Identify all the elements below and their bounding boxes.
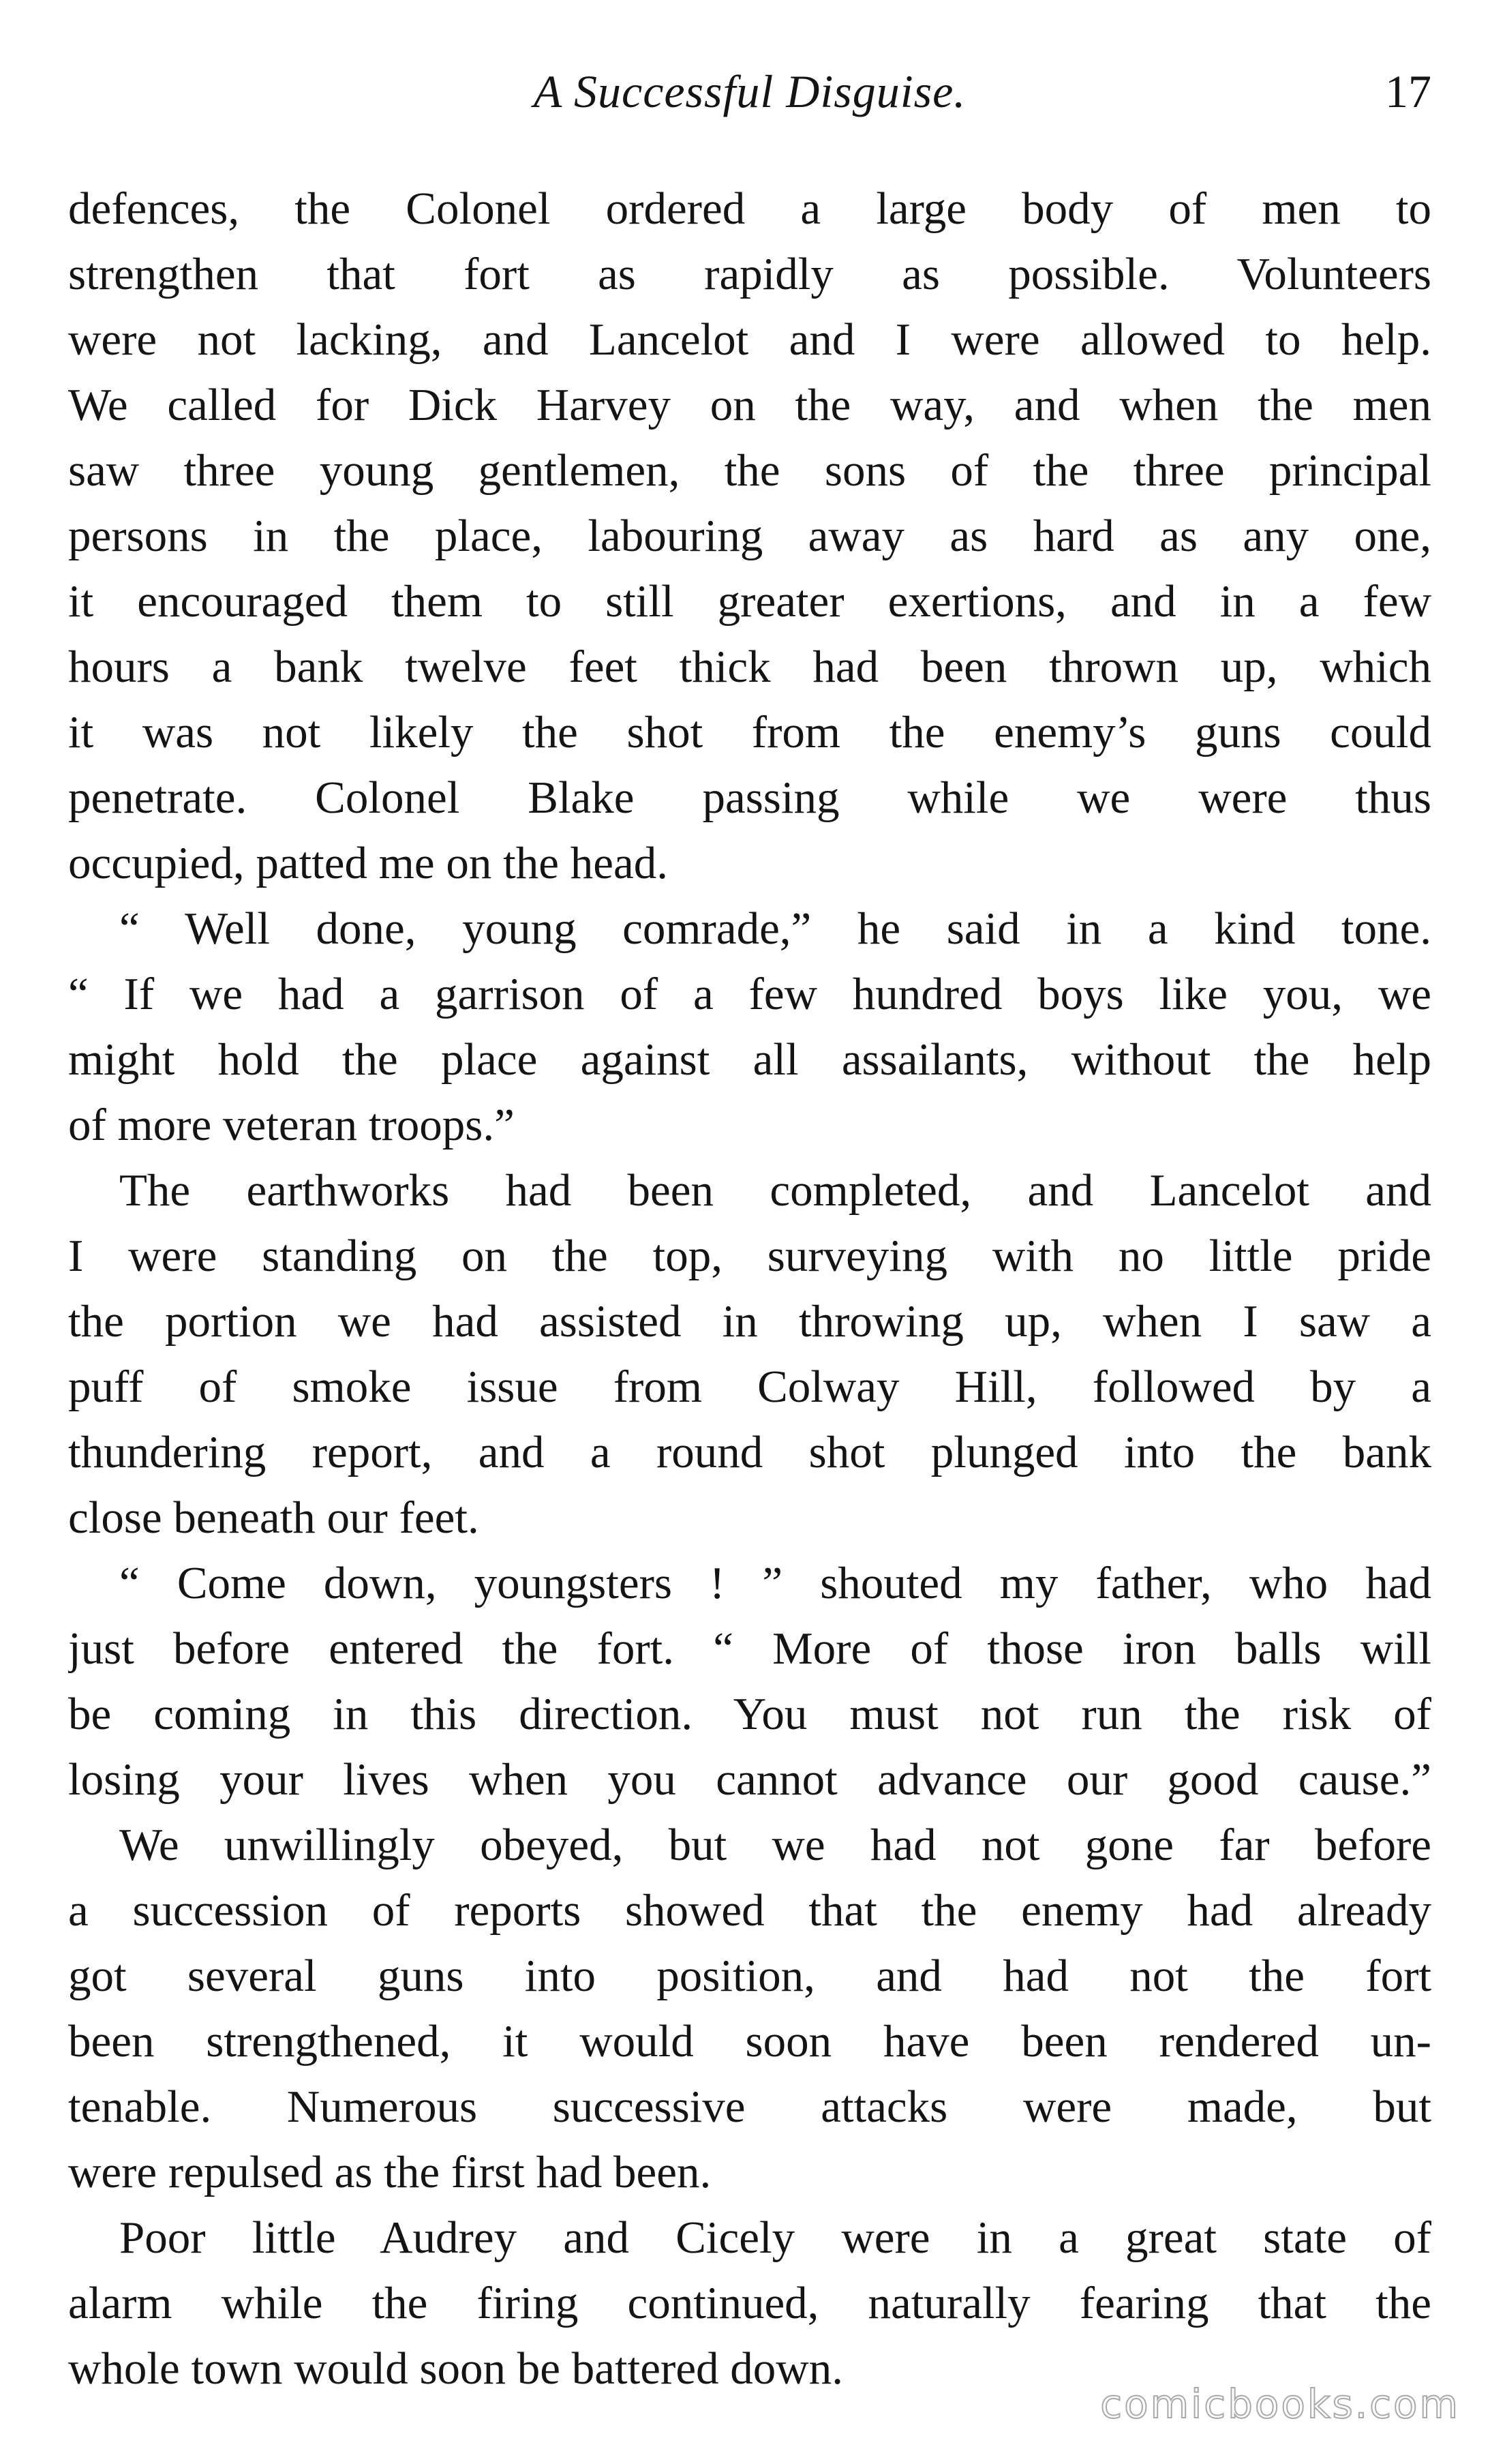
- text-line: got several guns into position, and had not the fort: [68, 1951, 1431, 2001]
- text-line: Poor little Audrey and Cicely were in a great state of: [119, 2212, 1431, 2263]
- text-line: thundering report, and a round shot plunged into the bank: [68, 1427, 1431, 1477]
- text-line: “ Well done, young comrade,” he said in a kind tone.: [119, 903, 1431, 954]
- text-line: might hold the place against all assailants, without the help: [68, 1034, 1431, 1085]
- text-line: tenable. Numerous successive attacks were made, but: [68, 2082, 1431, 2132]
- text-line: hours a bank twelve feet thick had been thrown up, which: [68, 642, 1431, 692]
- watermark: comicbooks.com: [1100, 2381, 1460, 2427]
- text-line: “ If we had a garrison of a few hundred boys like you, we: [68, 969, 1431, 1019]
- text-line: persons in the place, labouring away as hard as any one,: [68, 511, 1431, 561]
- running-title: A Successful Disguise.: [533, 65, 967, 117]
- text-line: saw three young gentlemen, the sons of the three principal: [68, 445, 1431, 496]
- running-head: [68, 65, 1431, 126]
- text-line: penetrate. Colonel Blake passing while we were thus: [68, 772, 1431, 823]
- text-line: losing your lives when you cannot advance our good cause.”: [68, 1754, 1431, 1805]
- text-line: were repulsed as the first had been.: [68, 2147, 712, 2197]
- page-number: 17: [1385, 65, 1431, 117]
- text-line: defences, the Colonel ordered a large body of men to: [68, 183, 1431, 234]
- text-line: We called for Dick Harvey on the way, and when the men: [68, 380, 1431, 430]
- text-line: whole town would soon be battered down.: [68, 2343, 843, 2394]
- text-line: just before entered the fort. “ More of those iron balls will: [68, 1623, 1431, 1674]
- text-line: puff of smoke issue from Colway Hill, followed by a: [68, 1362, 1431, 1412]
- text-line: it encouraged them to still greater exertions, and in a few: [68, 576, 1431, 627]
- text-line: close beneath our feet.: [68, 1492, 479, 1543]
- text-line: strengthen that fort as rapidly as possible. Volunteers: [68, 249, 1431, 299]
- text-line: “ Come down, youngsters ! ” shouted my father, who had: [119, 1558, 1431, 1608]
- text-line: the portion we had assisted in throwing up, when I saw a: [68, 1296, 1431, 1347]
- text-line: occupied, patted me on the head.: [68, 838, 668, 888]
- text-line: were not lacking, and Lancelot and I were allowed to help.: [68, 314, 1431, 365]
- text-line: it was not likely the shot from the enemy’s guns could: [68, 707, 1431, 757]
- text-line: alarm while the firing continued, naturally fearing that the: [68, 2278, 1431, 2328]
- text-line: been strengthened, it would soon have been rendered un-: [68, 2016, 1431, 2067]
- text-line: I were standing on the top, surveying with no little pride: [68, 1231, 1431, 1281]
- text-line: The earthworks had been completed, and Lancelot and: [119, 1165, 1431, 1216]
- text-line: be coming in this direction. You must not run the risk of: [68, 1689, 1431, 1739]
- body-text: [68, 176, 1431, 2401]
- text-line: a succession of reports showed that the enemy had already: [68, 1885, 1431, 1936]
- text-line: of more veteran troops.”: [68, 1100, 515, 1150]
- text-line: We unwillingly obeyed, but we had not gone far before: [119, 1820, 1431, 1870]
